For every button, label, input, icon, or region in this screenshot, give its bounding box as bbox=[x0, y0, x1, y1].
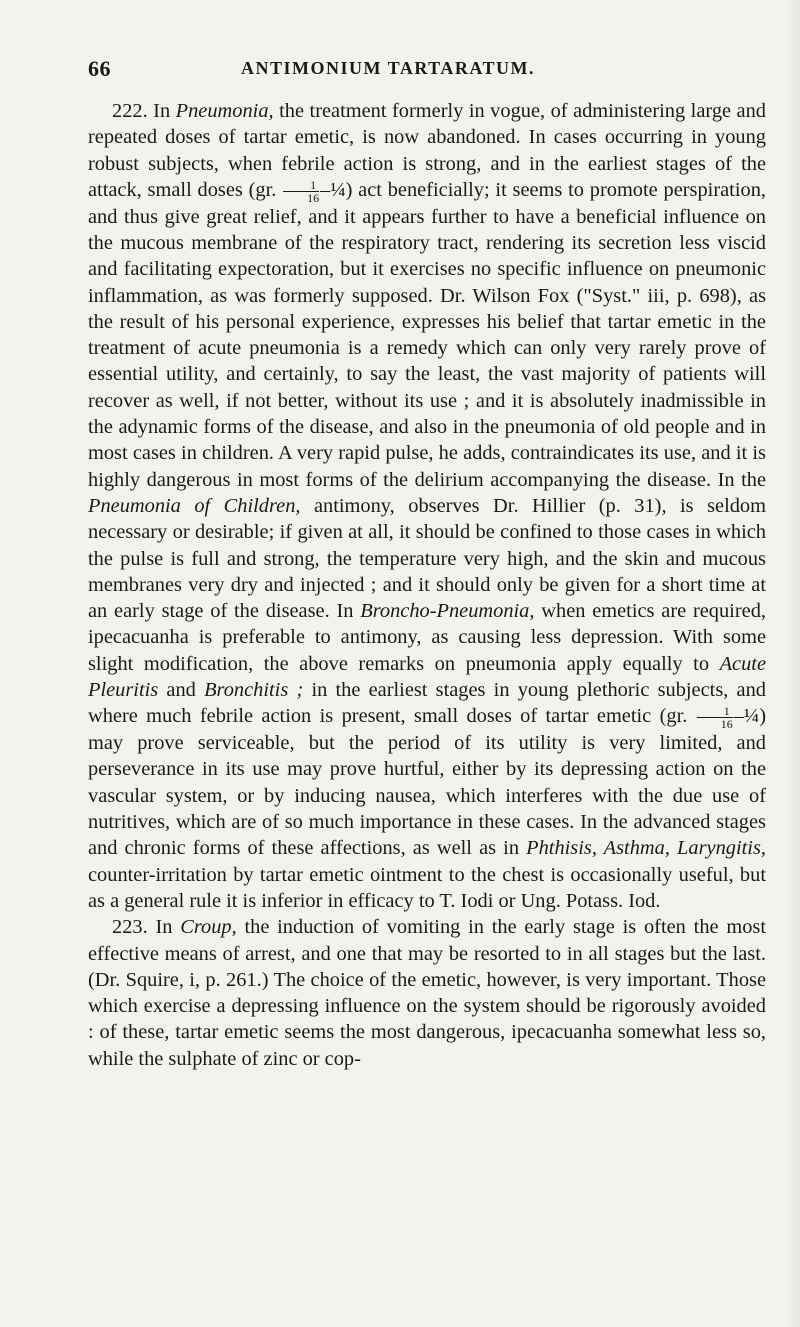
page-number: 66 bbox=[88, 56, 111, 81]
text-run: the treatment formerly in vogue, of administering large and repeated doses of tartar emetic, is now abandoned. In cases occurring in young robust subjects, when febrile action is strong, and in the earliest stages of the attack, small doses (gr. bbox=[88, 100, 766, 201]
page-edge-shadow bbox=[786, 0, 800, 1327]
italic-term: Bronchitis ; bbox=[204, 679, 304, 702]
italic-term: Croup, bbox=[180, 916, 237, 939]
italic-term: Phthisis, Asthma, Laryngitis, bbox=[526, 837, 766, 860]
page-header bbox=[88, 56, 688, 82]
text-run: –¼) act beneficially; it seems to promote perspiration, and thus give great relief, and it appears further to have a beneficial influence on the mucous membrane of the respiratory tract, rendering its secretion less viscid and facilitating expectoration, but it exercises no specific influence on pneumonic inflammation, as was formerly supposed. Dr. Wilson Fox ("Syst." iii, p. 698), as the result of his personal experience, expresses his belief that tartar emetic in the treatment of acute pneumonia is a remedy which can only very rarely prove of essential utility, and certainly, to say the least, the vast majority of patients will recover as well, if not better, without its use ; and it is absolutely inadmissible in the adynamic forms of the disease, and also in the pneumonia of old people and in most cases in children. A very rapid pulse, he adds, contraindicates its use, and it is highly dangerous in most forms of the delirium accompanying the disease. In the bbox=[88, 178, 766, 491]
running-title: ANTIMONIUM TARTARATUM. bbox=[240, 58, 536, 78]
italic-term: Pneumonia of Children, bbox=[88, 494, 301, 517]
fraction-denominator: 16 bbox=[307, 190, 320, 205]
text-run: when emetics are required, ipecacuanha is preferable to antimony, as causing less depression. With some slight modification, the above remarks on pneumonia apply equally to bbox=[88, 600, 766, 675]
text-run: and bbox=[158, 679, 205, 702]
text-run: in the earliest stages in young plethoric subjects, and where much febrile action is present, small doses of tartar emetic (gr. bbox=[88, 679, 766, 728]
text-run: counter-irritation by tartar emetic ointment to the chest is occasionally useful, but as a general rule it is inferior in efficacy to T. Iodi or Ung. Potass. Iod. bbox=[88, 863, 766, 912]
body-text bbox=[88, 98, 766, 1072]
text-run: antimony, observes Dr. Hillier (p. 31), is seldom necessary or desirable; if given at all, it should be confined to those cases in which the pulse is full and strong, the temperature very high, and the skin and mucous membranes very dry and injected ; and it should only be given for a short time at an early stage of the disease. In bbox=[88, 494, 766, 623]
paragraph-223 bbox=[88, 914, 766, 1072]
italic-term: Acute Pleuritis bbox=[88, 652, 766, 702]
paragraph-222 bbox=[88, 98, 766, 914]
fraction-numerator: 1 bbox=[283, 179, 319, 192]
text-run: the induction of vomiting in the early stage is often the most effective means of arrest, and one that may be resorted to in all stages but the last. (Dr. Squire, i, p. 261.) The choice of the emetic, however, is very important. Those which exercise a depressing influence on the system should be rigorously avoided : of these, tartar emetic seems the most dangerous, ipecacuanha somewhat less so, while the sulphate of zinc or cop- bbox=[88, 916, 766, 1070]
fraction-denominator: 16 bbox=[720, 717, 733, 732]
text-run: 223. In bbox=[112, 916, 181, 939]
fraction-one-sixteenth bbox=[283, 179, 319, 204]
italic-term: Broncho-Pneumonia, bbox=[360, 600, 535, 623]
text-run: 222. In bbox=[112, 100, 176, 122]
text-run: –¼) may prove serviceable, but the period of its utility is very limited, and perseverance in its use may prove hurtful, either by its depressing action on the vascular system, or by inducing nausea, which interferes with the due use of nutritives, which are of so much importance in these cases. In the advanced stages and chronic forms of these affections, as well as in bbox=[88, 705, 766, 860]
italic-term: Pneumonia, bbox=[175, 100, 274, 122]
fraction-numerator: 1 bbox=[697, 705, 733, 718]
fraction-one-sixteenth bbox=[697, 705, 733, 730]
